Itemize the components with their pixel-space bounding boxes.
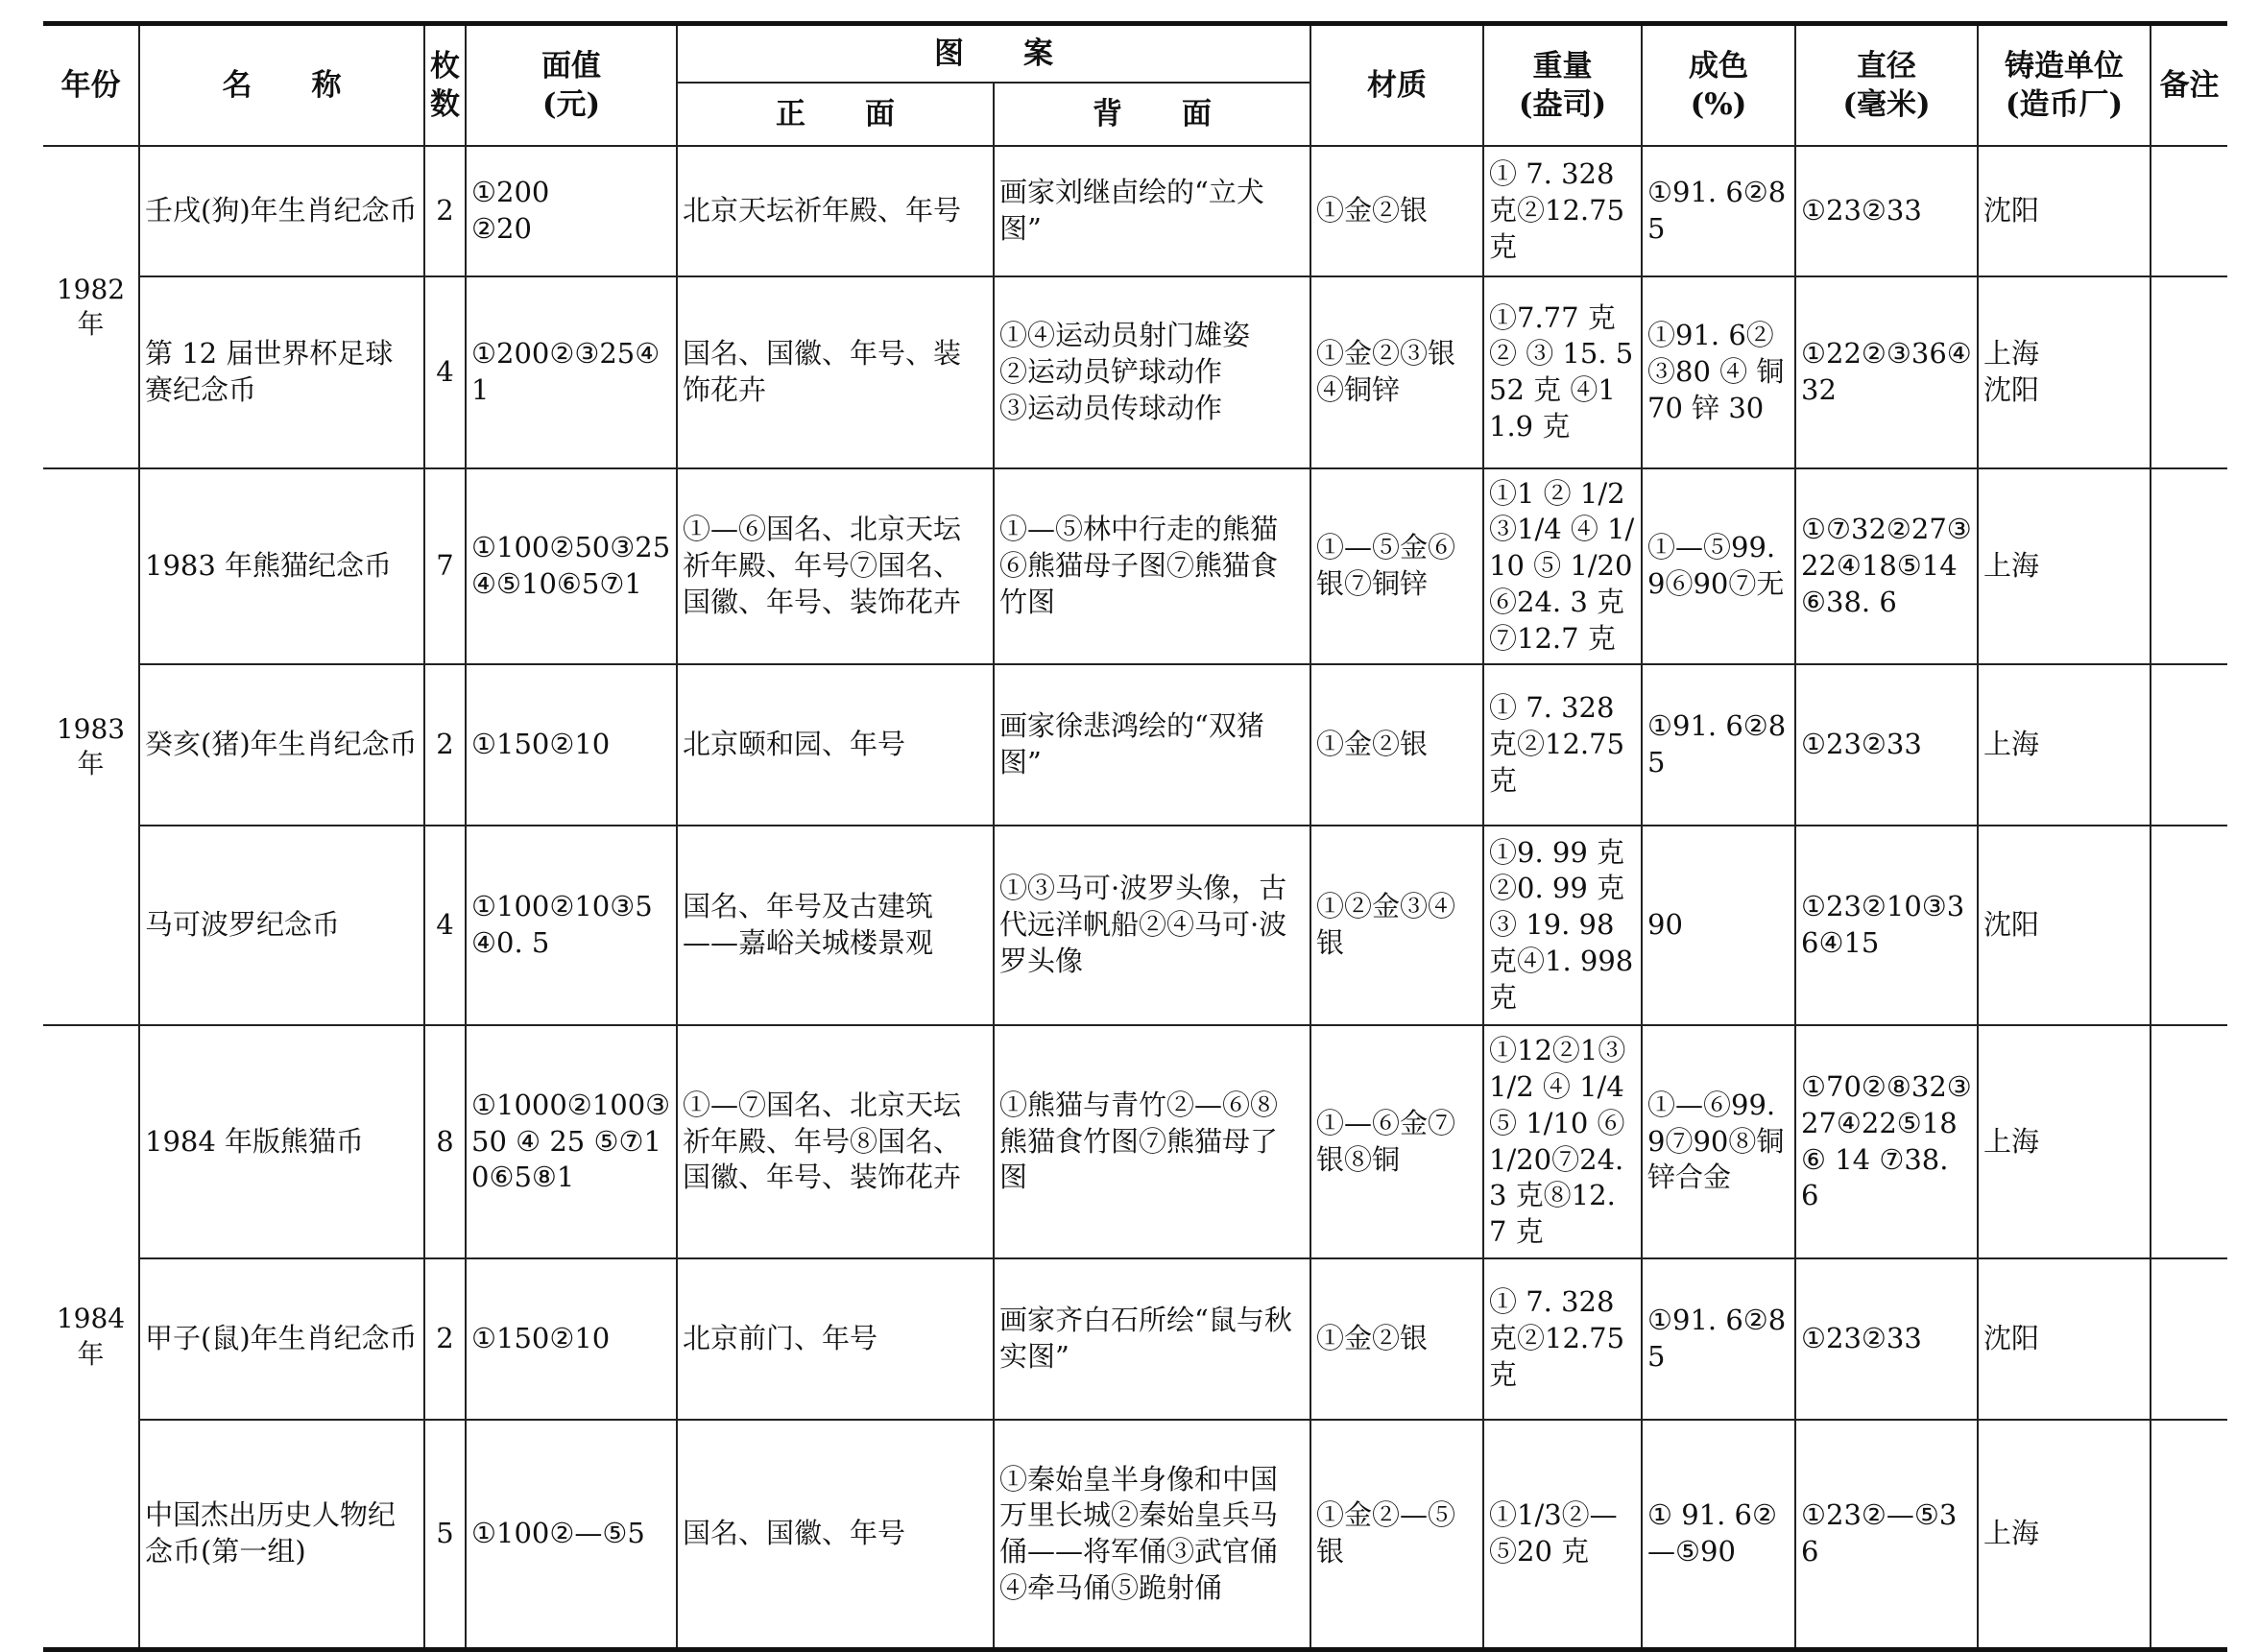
coin-count: 2 (424, 664, 466, 826)
coin-fineness: ①91. 6②85 (1642, 1258, 1795, 1420)
coin-back: ①④运动员射门雄姿 ②运动员铲球动作 ③运动员传球动作 (994, 276, 1310, 468)
coin-note (2151, 664, 2227, 826)
coin-face-value: ①100②10③5④0. 5 (466, 826, 677, 1025)
header-fineness: 成色 (%) (1642, 24, 1795, 147)
header-material: 材质 (1310, 24, 1483, 147)
header-diameter: 直径 (毫米) (1795, 24, 1978, 147)
header-note: 备注 (2151, 24, 2227, 147)
coin-back: 画家徐悲鸿绘的“双猪图” (994, 664, 1310, 826)
header-year: 年份 (43, 24, 139, 147)
coin-name: 壬戌(狗)年生肖纪念币 (139, 146, 424, 276)
coin-weight: ① 7. 328 克②12.75 克 (1483, 146, 1642, 276)
coin-diameter: ①23②33 (1795, 664, 1978, 826)
coin-front: 北京前门、年号 (677, 1258, 994, 1420)
coin-back: 画家刘继卣绘的“立犬图” (994, 146, 1310, 276)
coin-name: 中国杰出历史人物纪念币(第一组) (139, 1420, 424, 1650)
coin-weight: ①12②1③ 1/2 ④ 1/4 ⑤ 1/10 ⑥ 1/20⑦24. 3 克⑧12. 7 克 (1483, 1025, 1642, 1258)
table-row (43, 1025, 2227, 1258)
coin-mint: 沈阳 (1978, 146, 2151, 276)
coin-face-value: ①150②10 (466, 1258, 677, 1420)
coin-diameter: ①⑦32②27③22④18⑤14⑥38. 6 (1795, 468, 1978, 664)
coin-name: 癸亥(猪)年生肖纪念币 (139, 664, 424, 826)
coin-front: ①—⑥国名、北京天坛祈年殿、年号⑦国名、国徽、年号、装饰花卉 (677, 468, 994, 664)
coin-weight: ①9. 99 克 ②0. 99 克 ③ 19. 98 克④1. 998 克 (1483, 826, 1642, 1025)
coin-count: 4 (424, 826, 466, 1025)
table-row (43, 146, 2227, 276)
coin-mint: 上海 (1978, 664, 2151, 826)
table-row (43, 664, 2227, 826)
coin-note (2151, 468, 2227, 664)
coin-note (2151, 1420, 2227, 1650)
coin-diameter: ①23②10③36④15 (1795, 826, 1978, 1025)
coin-note (2151, 276, 2227, 468)
coin-count: 2 (424, 146, 466, 276)
table-row (43, 276, 2227, 468)
coin-front: 国名、国徽、年号、装饰花卉 (677, 276, 994, 468)
coin-fineness: ①91. 6②85 (1642, 146, 1795, 276)
coin-weight: ①7.77 克② ③ 15. 552 克 ④11.9 克 (1483, 276, 1642, 468)
coin-mint: 上海 (1978, 468, 2151, 664)
coin-note (2151, 146, 2227, 276)
coin-diameter: ①70②⑧32③27④22⑤18 ⑥ 14 ⑦38. 6 (1795, 1025, 1978, 1258)
coin-name: 马可波罗纪念币 (139, 826, 424, 1025)
header-face-value: 面值 (元) (466, 24, 677, 147)
table-row (43, 1420, 2227, 1650)
header-back: 背 面 (994, 83, 1310, 146)
coin-material: ①金②③银④铜锌 (1310, 276, 1483, 468)
coin-weight: ①1 ② 1/2 ③1/4 ④ 1/10 ⑤ 1/20 ⑥24. 3 克 ⑦12.7 克 (1483, 468, 1642, 664)
coin-front: 北京颐和园、年号 (677, 664, 994, 826)
coin-diameter: ①23②—⑤36 (1795, 1420, 1978, 1650)
coin-back: ①③马可·波罗头像，古代远洋帆船②④马可·波罗头像 (994, 826, 1310, 1025)
coin-material: ①金②—⑤银 (1310, 1420, 1483, 1650)
coin-face-value: ①100②50③25④⑤10⑥5⑦1 (466, 468, 677, 664)
coin-material: ①金②银 (1310, 1258, 1483, 1420)
coin-back: 画家齐白石所绘“鼠与秋实图” (994, 1258, 1310, 1420)
coin-front: 北京天坛祈年殿、年号 (677, 146, 994, 276)
coin-front: 国名、国徽、年号 (677, 1420, 994, 1650)
coin-face-value: ①1000②100③50 ④ 25 ⑤⑦10⑥5⑧1 (466, 1025, 677, 1258)
coin-note (2151, 1025, 2227, 1258)
coin-weight: ① 7. 328 克②12.75 克 (1483, 1258, 1642, 1420)
header-weight: 重量 (盎司) (1483, 24, 1642, 147)
coin-material: ①②金③④银 (1310, 826, 1483, 1025)
coin-mint: 沈阳 (1978, 826, 2151, 1025)
coin-diameter: ①23②33 (1795, 146, 1978, 276)
coin-material: ①金②银 (1310, 664, 1483, 826)
coin-front: ①—⑦国名、北京天坛祈年殿、年号⑧国名、国徽、年号、装饰花卉 (677, 1025, 994, 1258)
coin-face-value: ①100②—⑤5 (466, 1420, 677, 1650)
header-mint: 铸造单位 (造币厂) (1978, 24, 2151, 147)
year-cell: 1982 年 (43, 146, 139, 468)
coin-fineness: ①91. 6②③80 ④ 铜 70 锌 30 (1642, 276, 1795, 468)
coin-table (43, 21, 2227, 1652)
coin-fineness: 90 (1642, 826, 1795, 1025)
coin-fineness: ①91. 6②85 (1642, 664, 1795, 826)
coin-fineness: ①—⑥99. 9⑦90⑧铜锌合金 (1642, 1025, 1795, 1258)
coin-material: ①—⑤金⑥银⑦铜锌 (1310, 468, 1483, 664)
coin-back: ①—⑤林中行走的熊猫⑥熊猫母子图⑦熊猫食竹图 (994, 468, 1310, 664)
year-cell: 1983 年 (43, 468, 139, 1025)
coin-name: 第 12 届世界杯足球赛纪念币 (139, 276, 424, 468)
coin-fineness: ① 91. 6②—⑤90 (1642, 1420, 1795, 1650)
table-row (43, 1258, 2227, 1420)
coin-face-value: ①150②10 (466, 664, 677, 826)
coin-front: 国名、年号及古建筑——嘉峪关城楼景观 (677, 826, 994, 1025)
coin-count: 2 (424, 1258, 466, 1420)
coin-diameter: ①22②③36④32 (1795, 276, 1978, 468)
coin-name: 1983 年熊猫纪念币 (139, 468, 424, 664)
coin-name: 1984 年版熊猫币 (139, 1025, 424, 1258)
coin-count: 4 (424, 276, 466, 468)
header-count: 枚 数 (424, 24, 466, 147)
coin-mint: 上海 沈阳 (1978, 276, 2151, 468)
coin-count: 8 (424, 1025, 466, 1258)
coin-material: ①—⑥金⑦银⑧铜 (1310, 1025, 1483, 1258)
coin-name: 甲子(鼠)年生肖纪念币 (139, 1258, 424, 1420)
coin-mint: 上海 (1978, 1420, 2151, 1650)
coin-weight: ①1/3②—⑤20 克 (1483, 1420, 1642, 1650)
year-cell: 1984 年 (43, 1025, 139, 1650)
header-name: 名 称 (139, 24, 424, 147)
coin-count: 5 (424, 1420, 466, 1650)
table-row (43, 826, 2227, 1025)
coin-back: ①秦始皇半身像和中国万里长城②秦始皇兵马俑——将军俑③武官俑④牵马俑⑤跪射俑 (994, 1420, 1310, 1650)
table-row (43, 468, 2227, 664)
coin-face-value: ①200②③25④1 (466, 276, 677, 468)
coin-face-value: ①200 ②20 (466, 146, 677, 276)
coin-fineness: ①—⑤99. 9⑥90⑦无 (1642, 468, 1795, 664)
coin-diameter: ①23②33 (1795, 1258, 1978, 1420)
coin-mint: 沈阳 (1978, 1258, 2151, 1420)
coin-weight: ① 7. 328 克②12.75 克 (1483, 664, 1642, 826)
coin-material: ①金②银 (1310, 146, 1483, 276)
coin-mint: 上海 (1978, 1025, 2151, 1258)
header-front: 正 面 (677, 83, 994, 146)
coin-back: ①熊猫与青竹②—⑥⑧熊猫食竹图⑦熊猫母了图 (994, 1025, 1310, 1258)
coin-note (2151, 1258, 2227, 1420)
coin-note (2151, 826, 2227, 1025)
header-pattern: 图 案 (677, 24, 1310, 84)
coin-count: 7 (424, 468, 466, 664)
